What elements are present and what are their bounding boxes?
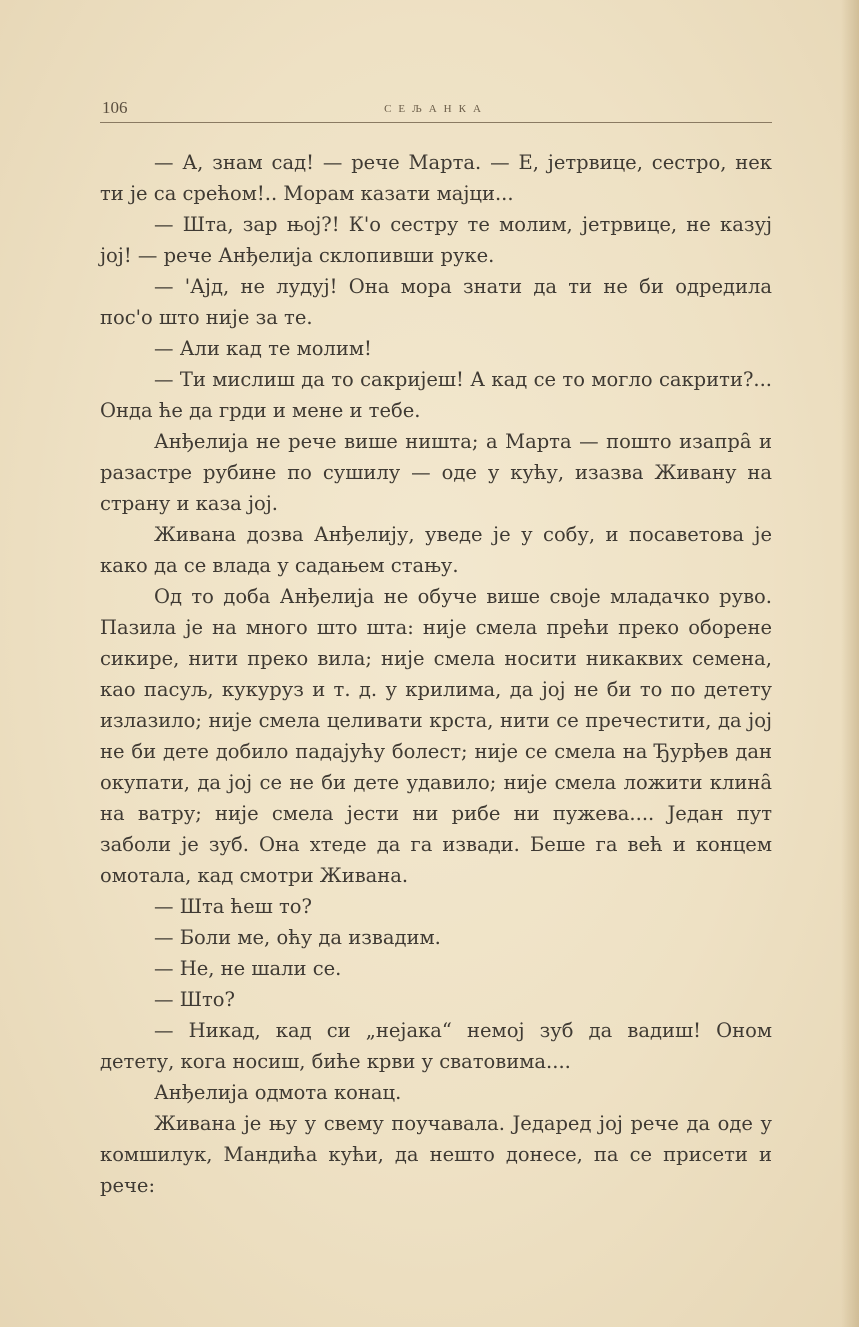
page-edge-shadow [841, 0, 859, 1327]
paragraph: — Шта ћеш то? [154, 895, 312, 918]
paragraph: Анђелија не рече више ништа; а Марта — пошто изапра̑ и разастре рубине по сушилу — оде у кућу, изазва Живану на страну и каза јој. [100, 430, 772, 515]
page-number: 106 [102, 98, 128, 117]
paragraph: — 'Ајд, не лудуј! Она мора знати да ти не би одредила пос'о што није за те. [100, 275, 772, 329]
paragraph: — Ти мислиш да то сакријеш! А кад се то могло сакрити?... Онда ће да грди и мене и тебе. [100, 368, 772, 422]
paragraph: Живана је њу у свему поучавала. Једаред јој рече да оде у комшилук, Мандића кући, да нешто донесе, па се присети и рече: [100, 1112, 772, 1197]
paragraph: — Не, не шали се. [154, 957, 342, 980]
running-title: СЕЉАНКА [384, 103, 488, 115]
page-header [100, 96, 772, 123]
paragraph: — Шта, зар њој?! К'о сестру те молим, јетрвице, не казуј јој! — рече Анђелија склопивши руке. [100, 213, 772, 267]
paragraph: — А, знам сад! — рече Марта. — Е, јетрвице, сестро, нек ти је са срећом!.. Морам казати мајци... [100, 151, 772, 205]
paragraph: Од то доба Анђелија не обуче више своје младачко руво. Пазила је на много што шта: није смела прећи преко оборене сикире, нити преко вила; није смела носити никаквих семена, као пасуљ, кукуруз и т. д. у крилима, да јој не би то по детету излазило; није смела целивати крста, нити се пречестити, да јој не би дете добило падајућу болест; није се смела на Ђурђев дан окупати, да јој се не би дете удавило; није смела ложити клина̑ на ватру; није смела јести ни рибе ни пужева.... Један пут заболи је зуб. Она хтеде да га извади. Беше га већ и концем омотала, кад смотри Живана. [100, 585, 772, 887]
paragraph: Живана дозва Анђелију, уведе је у собу, и посаветова је како да се влада у садањем стању. [100, 523, 772, 577]
paragraph: Анђелија одмота конац. [154, 1081, 402, 1104]
body-text [100, 147, 772, 1201]
paragraph: — Али кад те молим! [154, 337, 372, 360]
paragraph: — Никад, кад си „нејака“ немој зуб да вадиш! Оном детету, кога носиш, биће крви у сватовима.... [100, 1019, 772, 1073]
paragraph: — Што? [154, 988, 235, 1011]
paragraph: — Боли ме, оћу да извадим. [154, 926, 441, 949]
